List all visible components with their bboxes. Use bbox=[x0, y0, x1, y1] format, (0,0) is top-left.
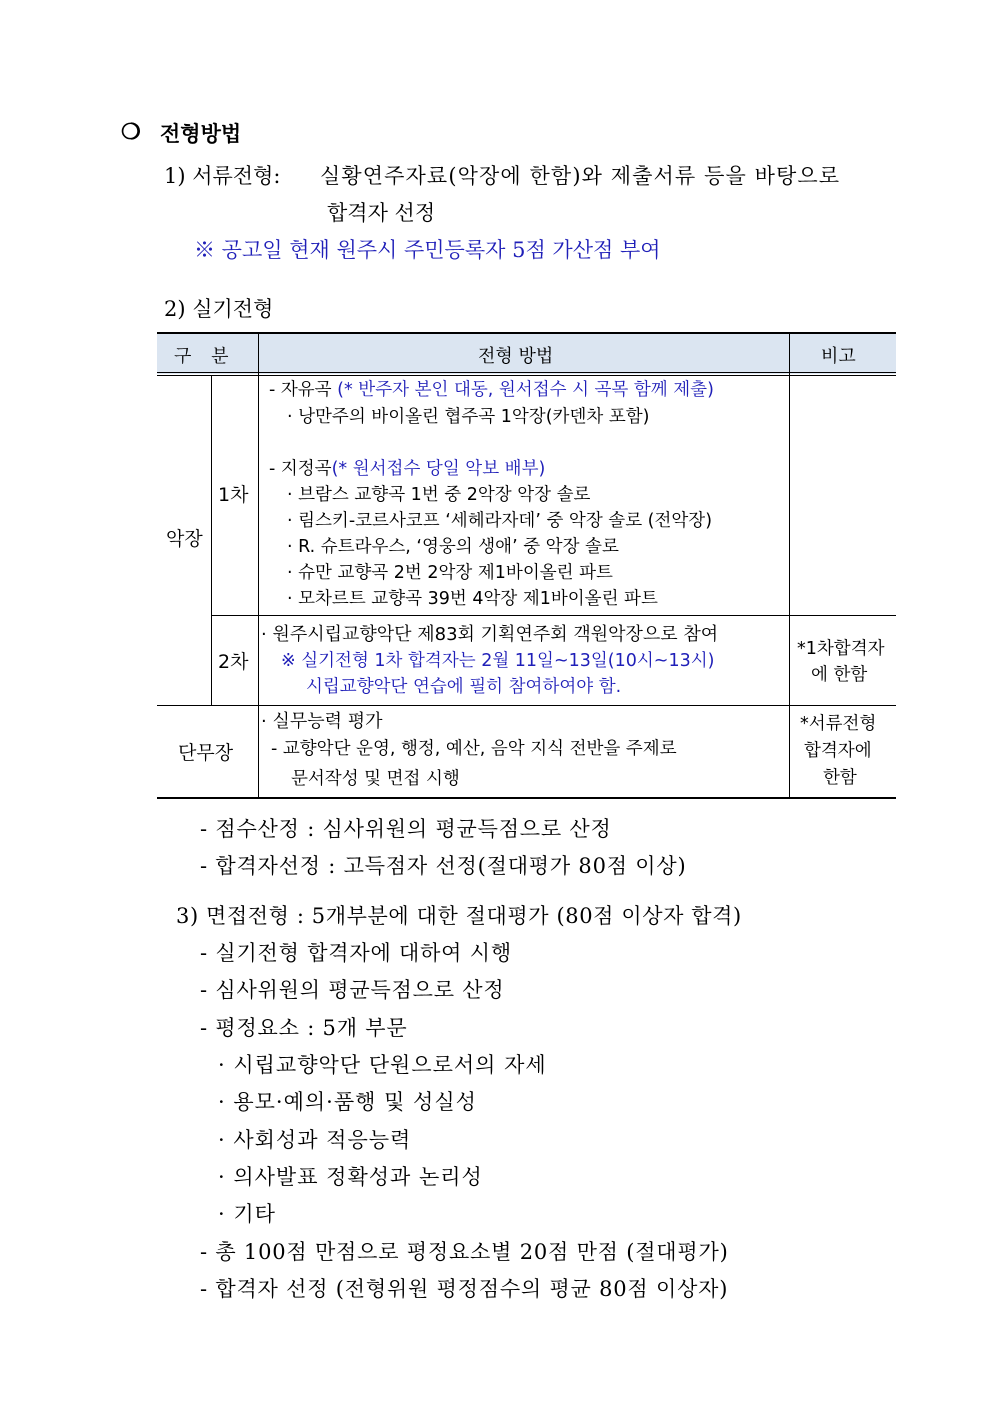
free-piece-note: (* 반주자 본인 대동, 원서접수 시 곡목 함께 제출) bbox=[331, 380, 714, 400]
set-piece-line bbox=[269, 456, 545, 482]
set-piece-item: · 브람스 교향곡 1번 중 2악장 악장 솔로 bbox=[287, 485, 591, 505]
set-piece-item: · 모차르트 교향곡 39번 4악장 제1바이올린 파트 bbox=[287, 589, 658, 609]
item3-line: - 실기전형 합격자에 대하여 시행 bbox=[200, 941, 512, 965]
evaluation-element: · 사회성과 적응능력 bbox=[218, 1128, 412, 1152]
passer-selection: - 합격자선정 : 고득점자 선정(절대평가 80점 이상) bbox=[200, 854, 687, 878]
round2-method: · 원주시립교향악단 제83회 기획연주회 객원악장으로 참여 bbox=[261, 624, 719, 645]
set-piece-title: - 지정곡 bbox=[269, 459, 332, 479]
section-leader-remark-line1: *서류전형 bbox=[800, 714, 877, 734]
evaluation-element: · 기타 bbox=[218, 1202, 276, 1226]
evaluation-element: · 시립교향악단 단원으로서의 자세 bbox=[218, 1053, 547, 1077]
evaluation-element: · 용모·예의·품행 및 성실성 bbox=[218, 1090, 477, 1114]
section-leader-detail-line2: 문서작성 및 면접 시행 bbox=[291, 769, 460, 789]
item3-line: - 평정요소 : 5개 부문 bbox=[200, 1016, 408, 1040]
set-piece-note: (* 원서접수 당일 악보 배부) bbox=[331, 459, 546, 479]
concertmaster-label: 악장 bbox=[166, 528, 203, 550]
score-calculation: - 점수산정 : 심사위원의 평균득점으로 산정 bbox=[200, 817, 612, 841]
item3-title: 3) 면접전형 : 5개부분에 대한 절대평가 (80점 이상자 합격) bbox=[176, 904, 742, 928]
round2-note-line1: ※ 실기전형 1차 합격자는 2월 11일~13일(10시~13시) bbox=[281, 651, 715, 671]
set-piece-item: · R. 슈트라우스, ‘영웅의 생애’ 중 악장 솔로 bbox=[287, 537, 619, 557]
item3-closing: - 합격자 선정 (전형위원 평정점수의 평균 80점 이상자) bbox=[200, 1277, 729, 1301]
free-piece-item: · 낭만주의 바이올린 협주곡 1악장(카덴차 포함) bbox=[287, 407, 650, 427]
section-leader-detail-line1: - 교향악단 운영, 행정, 예산, 음악 지식 전반을 주제로 bbox=[271, 739, 677, 759]
practical-exam-table bbox=[157, 332, 896, 798]
section-bullet-icon: ❍ bbox=[121, 119, 141, 145]
item3-line: - 심사위원의 평균득점으로 산정 bbox=[200, 978, 505, 1002]
free-piece-title: - 자유곡 bbox=[269, 380, 332, 400]
free-piece-line bbox=[269, 377, 714, 403]
evaluation-element: · 의사발표 정확성과 논리성 bbox=[218, 1165, 483, 1189]
item3-closing: - 총 100점 만점으로 평정요소별 20점 만점 (절대평가) bbox=[200, 1240, 729, 1264]
set-piece-item: · 슈만 교향곡 2번 2악장 제1바이올린 파트 bbox=[287, 563, 613, 583]
header-remark: 비고 bbox=[821, 346, 856, 367]
section-leader-label: 단무장 bbox=[178, 742, 234, 764]
item1-label: 1) 서류전형: bbox=[164, 164, 281, 188]
set-piece-item: · 림스키-코르사코프 ‘세헤라자데’ 중 악장 솔로 (전악장) bbox=[287, 511, 713, 531]
header-category: 구 분 bbox=[174, 346, 229, 367]
header-method: 전형 방법 bbox=[478, 346, 554, 367]
round1-label: 1차 bbox=[218, 484, 249, 506]
round2-remark-line1: *1차합격자 bbox=[797, 639, 885, 659]
section-title: 전형방법 bbox=[160, 122, 242, 146]
round2-remark-line2: 에 한함 bbox=[811, 665, 868, 685]
item1-text-line1: 실황연주자료(악장에 한함)와 제출서류 등을 바탕으로 bbox=[320, 164, 841, 188]
round2-note-line2: 시립교향악단 연습에 필히 참여하여야 함. bbox=[306, 677, 622, 697]
round2-label: 2차 bbox=[218, 651, 249, 673]
section-leader-remark-line2: 합격자에 bbox=[804, 741, 872, 761]
section-leader-method: · 실무능력 평가 bbox=[261, 711, 383, 732]
item2-label: 2) 실기전형 bbox=[164, 297, 274, 321]
section-leader-remark-line3: 한함 bbox=[823, 768, 857, 788]
item1-note: ※ 공고일 현재 원주시 주민등록자 5점 가산점 부여 bbox=[194, 238, 661, 262]
item1-text-line2: 합격자 선정 bbox=[327, 201, 436, 225]
